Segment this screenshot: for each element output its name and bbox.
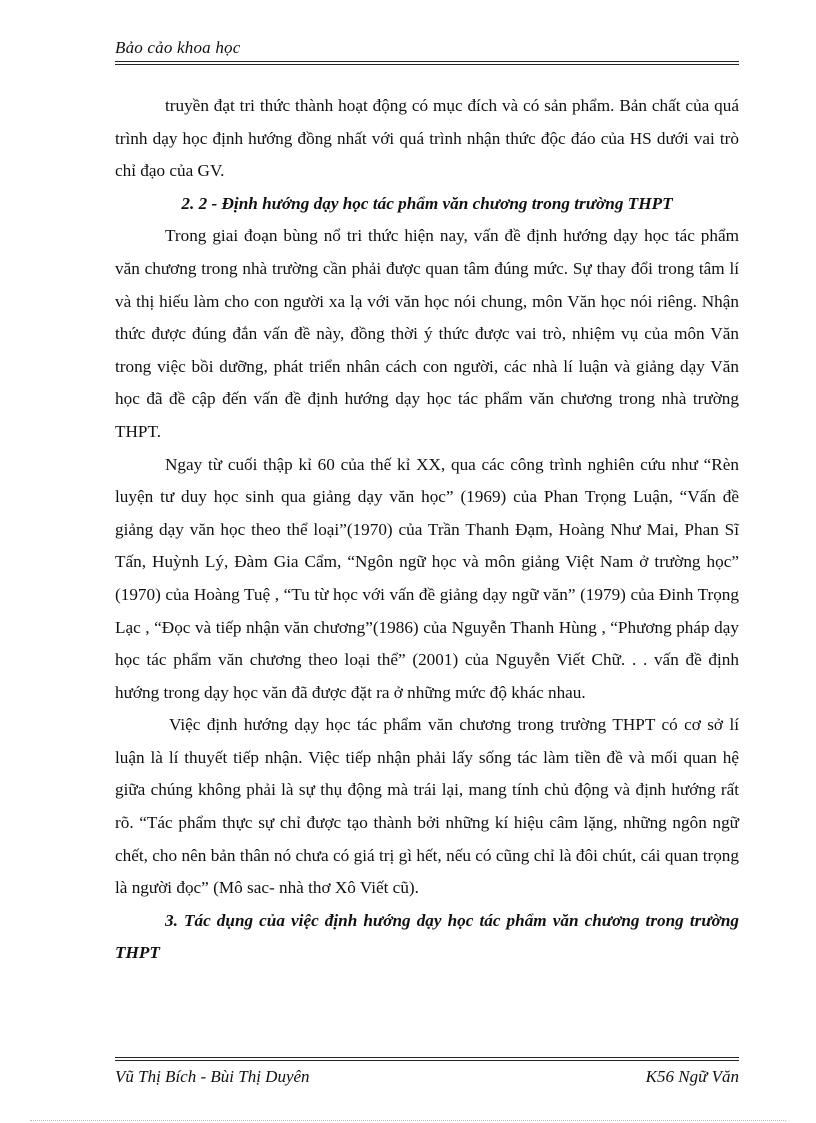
footer-authors: Vũ Thị Bích - Bùi Thị Duyên	[115, 1067, 310, 1086]
page-footer	[115, 1057, 739, 1087]
section-heading-2-2: 2. 2 - Định hướng dạy học tác phẩm văn chương trong trường THPT	[181, 193, 673, 213]
footer-divider	[115, 1057, 739, 1058]
footer-divider-secondary	[115, 1060, 739, 1061]
page-header	[115, 38, 739, 65]
header-divider-secondary	[115, 64, 739, 65]
footer-row	[115, 1067, 739, 1087]
footer-class: K56 Ngữ Văn	[645, 1067, 739, 1086]
paragraph-1: truyền đạt tri thức thành hoạt động có mục đích và có sản phẩm. Bản chất của quá trình dạy học định hướng đồng nhất với quá trình nhận thức độc đáo của HS dưới vai trò chỉ đạo của GV.	[115, 96, 739, 181]
section-heading-3: 3. Tác dụng của việc định hướng dạy học tác phẩm văn chương trong trường THPT	[115, 910, 739, 963]
document-body	[115, 90, 739, 970]
paragraph-3: Ngay từ cuối thập kỉ 60 của thế kỉ XX, qua các công trình nghiên cứu như “Rèn luyện tư duy học sinh qua giảng dạy văn học” (1969) của Phan Trọng Luận, “Vấn đề giảng dạy văn học theo thể loại”(1970) của Trần Thanh Đạm, Hoàng Như Mai, Phan Sĩ Tấn, Huỳnh Lý, Đàm Gia Cẩm, “Ngôn ngữ học và môn giảng Việt Nam ở trường học” (1970) của Hoàng Tuệ , “Tu từ học với vấn đề giảng dạy ngữ văn” (1979) của Đinh Trọng Lạc , “Đọc và tiếp nhận văn chương”(1986) của Nguyễn Thanh Hùng , “Phương pháp dạy học tác phẩm văn chương theo loại thể” (2001) của Nguyễn Viết Chữ. . . vấn đề định hướng trong dạy học văn đã được đặt ra ở những mức độ khác nhau.	[115, 454, 739, 702]
paragraph-2: Trong giai đoạn bùng nổ tri thức hiện nay, vấn đề định hướng dạy học tác phẩm văn chương trong nhà trường cần phải được quan tâm đúng mức. Sự thay đổi trong tâm lí và thị hiếu làm cho con người xa lạ với văn học nói chung, môn Văn học nói riêng. Nhận thức được đúng đắn vấn đề này, đồng thời ý thức được vai trò, nhiệm vụ của môn Văn trong việc bồi dưỡng, phát triển nhân cách con người, các nhà lí luận và giảng dạy Văn học đã đề cập đến vấn đề định hướng dạy học tác phẩm văn chương trong nhà trường THPT.	[115, 226, 739, 441]
paragraph-4: Việc định hướng dạy học tác phẩm văn chương trong trường THPT có cơ sở lí luận là lí thuyết tiếp nhận. Việc tiếp nhận phải lấy sống tác làm tiền đề và mối quan hệ giữa chúng không phải là sự thụ động mà trái lại, mang tính chủ động và định hướng rất rõ. “Tác phẩm thực sự chỉ được tạo thành bởi những kí hiệu câm lặng, những ngôn ngữ chết, cho nên bản thân nó chưa có giá trị gì hết, nếu có cũng chỉ là đôi chút, cái quan trọng là người đọc” (Mô sac- nhà thơ Xô Viết cũ).	[115, 715, 739, 898]
header-title: Bảo cảo khoa học	[115, 38, 241, 57]
header-divider	[115, 61, 739, 62]
page-bottom-dotted-line	[30, 1120, 786, 1121]
